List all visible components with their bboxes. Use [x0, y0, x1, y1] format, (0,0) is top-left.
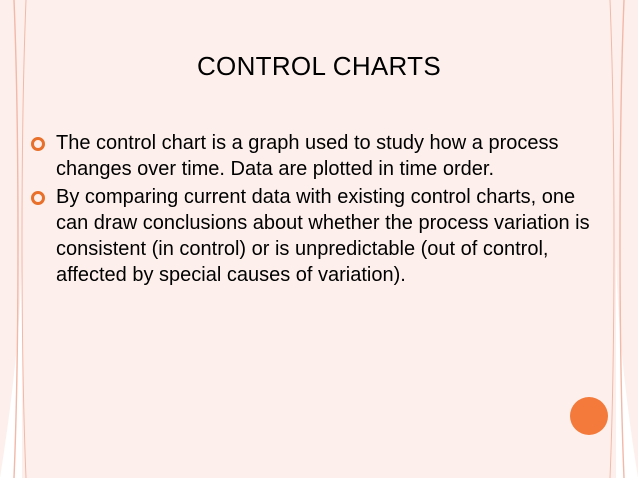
bullet-item: [30, 184, 600, 288]
slide-title: CONTROL CHARTS: [196, 51, 441, 81]
circle-bullet-icon: [30, 136, 46, 152]
bullet-text: By comparing current data with existing control charts, one can draw conclusions about whether the process variation is consistent (in control) or is unpredictable (out of control, affected by special causes of variation).: [56, 186, 590, 286]
bullet-item: [30, 130, 600, 182]
orange-circle-icon: [569, 396, 609, 436]
circle-bullet-icon: [30, 190, 46, 206]
bullet-list: [30, 130, 600, 290]
bullet-text: The control chart is a graph used to study how a process changes over time. Data are plotted in time order.: [56, 132, 559, 180]
